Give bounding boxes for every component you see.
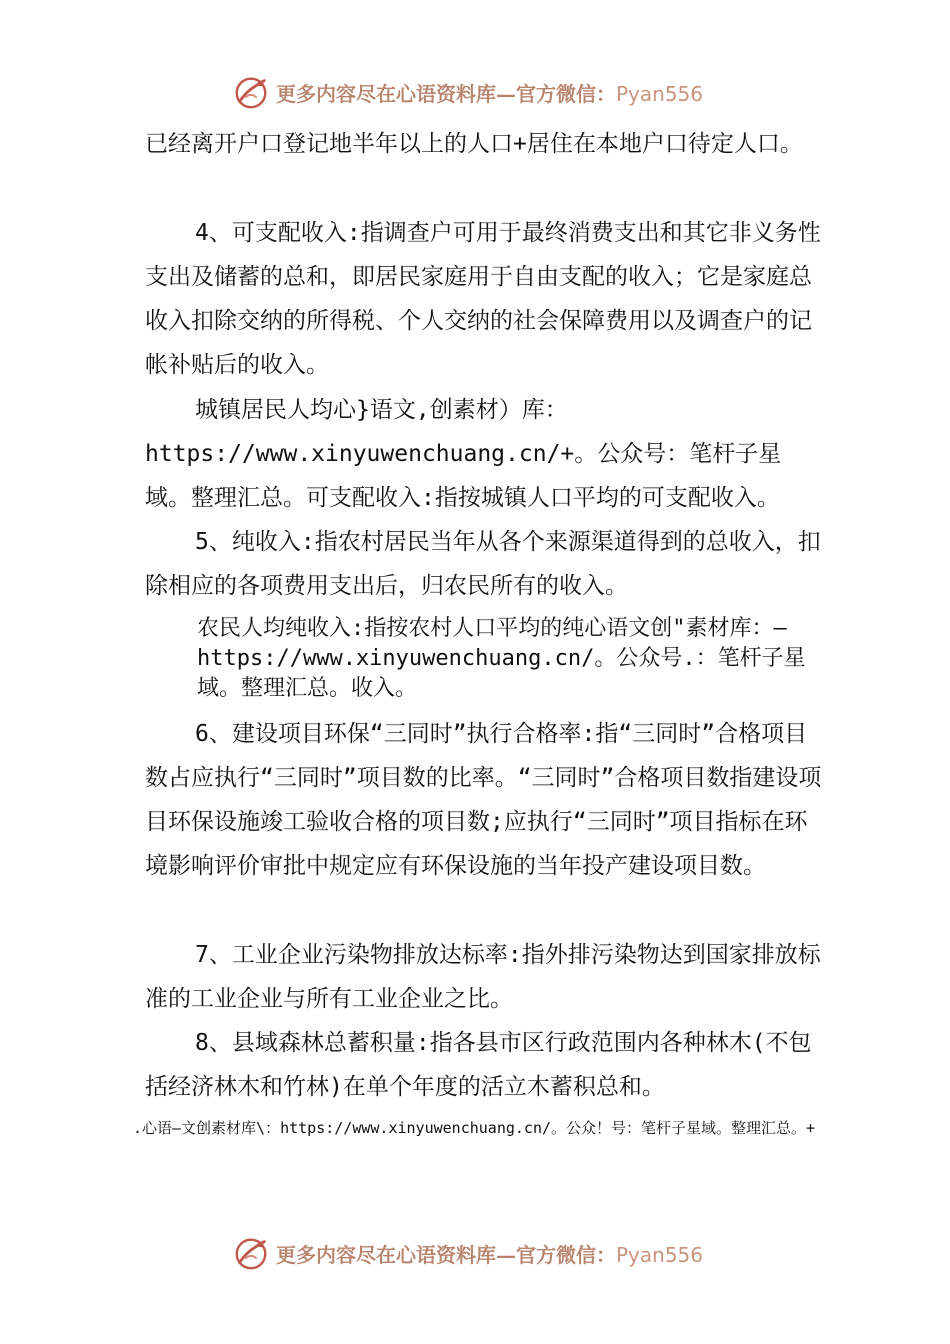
header-watermark-banner — [232, 70, 752, 114]
banner-text: 更多内容尽在心语资料库—官方微信：Pyan556 — [276, 81, 704, 106]
paragraph-text: 城镇居民人均心}语文,创素材）库：https://www.xinyuwenchuang.cn/+。公众号：笔杆子星域。整理汇总。可支配收入:指按城镇人口平均的可支配收入。 — [145, 397, 782, 511]
paragraph-farmer-per-capita — [197, 614, 827, 704]
brand-logo-icon — [232, 1234, 270, 1272]
paragraph-household-population — [145, 122, 825, 166]
footer-watermark-banner — [232, 1231, 752, 1275]
paragraph-text: 农民人均纯收入:指按农村人口平均的纯心语文创"素材库：—https://www.xinyuwenchuang.cn/。公众号.：笔杆子星域。整理汇总。收入。 — [197, 616, 806, 701]
paragraph-three-simultaneous — [145, 712, 825, 888]
paragraph-text: 已经离开户口登记地半年以上的人口+居住在本地户口待定人口。 — [145, 131, 803, 157]
paragraph-forest-stock — [145, 1021, 825, 1109]
paragraph-pollutant-compliance — [145, 933, 825, 1021]
footnote — [133, 1113, 823, 1143]
paragraph-text: 7、工业企业污染物排放达标率:指外排污染物达到国家排放标准的工业企业与所有工业企业之比。 — [145, 942, 821, 1012]
footnote-text: .心语—文创素材库\：https://www.xinyuwenchuang.cn/。公众！号：笔杆子星域。整理汇总。+ — [133, 1119, 816, 1137]
paragraph-net-income — [145, 520, 825, 608]
paragraph-text: 8、县域森林总蓄积量:指各县市区行政范围内各种林木(不包括经济林木和竹林)在单个年度的活立木蓄积总和。 — [145, 1030, 812, 1100]
paragraph-urban-per-capita — [145, 388, 825, 520]
paragraph-text: 6、建设项目环保“三同时”执行合格率:指“三同时”合格项目数占应执行“三同时”项目数的比率。“三同时”合格项目数指建设项目环保设施竣工验收合格的项目数;应执行“三同时”项目指标在环境影响评价审批中规定应有环保设施的当年投产建设项目数。 — [145, 721, 822, 879]
wechat-id: Pyan556 — [616, 81, 704, 106]
banner-text: 更多内容尽在心语资料库—官方微信：Pyan556 — [276, 1242, 704, 1267]
paragraph-disposable-income — [145, 211, 825, 387]
paragraph-text: 5、纯收入:指农村居民当年从各个来源渠道得到的总收入，扣除相应的各项费用支出后，归农民所有的收入。 — [145, 529, 821, 599]
wechat-id: Pyan556 — [616, 1242, 704, 1267]
paragraph-text: 4、可支配收入:指调查户可用于最终消费支出和其它非义务性支出及储蓄的总和，即居民家庭用于自由支配的收入；它是家庭总收入扣除交纳的所得税、个人交纳的社会保障费用以及调查户的记帐补贴后的收入。 — [145, 220, 821, 378]
brand-logo-icon — [232, 73, 270, 111]
